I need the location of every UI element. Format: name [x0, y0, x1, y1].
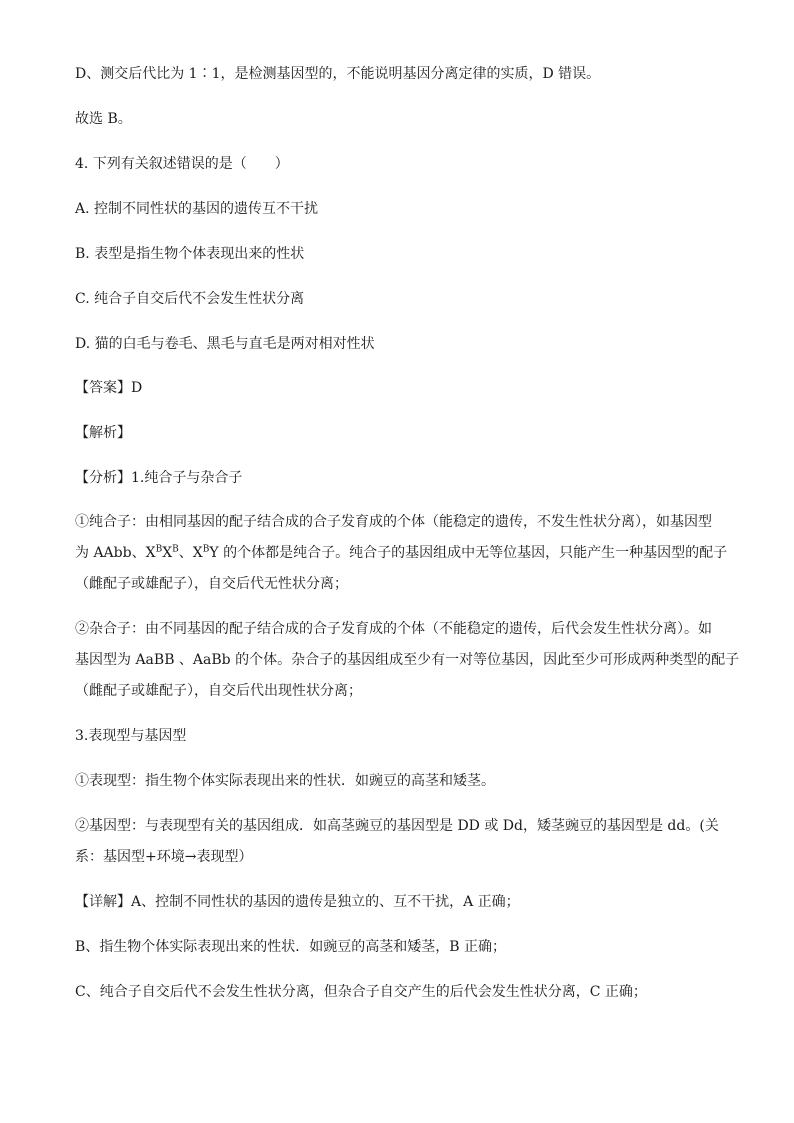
detail-label: 【详解】 [75, 894, 131, 910]
genotype-line-1: ②基因型：与表现型有关的基因组成．如高茎豌豆的基因型是 DD 或 Dd，矮茎豌豆的基因型是 dd。(关 [75, 818, 719, 834]
prev-answer-d: D、测交后代比为 1∶1，是检测基因型的，不能说明基因分离定律的实质，D 错误。 [75, 66, 601, 82]
superscript-b3: B [202, 544, 210, 555]
hetero-line-2: 基因型为 AaBB 、AaBb 的个体。杂合子的基因组成至少有一对等位基因，因此至少可形成两种类型的配子 [75, 652, 740, 668]
detail-line-c: C、纯合子自交后代不会发生性状分离，但杂合子自交产生的后代会发生性状分离，C 正确； [75, 984, 647, 1000]
pure-line-3: （雌配子或雄配子），自交后代无性状分离； [75, 576, 348, 592]
question-stem: 4. 下列有关叙述错误的是（ ） [75, 156, 289, 172]
fenxi-label: 【分析】 [75, 470, 131, 486]
superscript-b2: B [172, 544, 179, 555]
detail-a-text: A、控制不同性状的基因的遗传是独立的、互不干扰，A 正确； [131, 894, 520, 910]
fenxi-line [75, 468, 725, 488]
option-d: D. 猫的白毛与卷毛、黑毛与直毛是两对相对性状 [75, 336, 375, 352]
fenxi-title: 1.纯合子与杂合子 [131, 470, 243, 486]
answer-label: 【答案】 [75, 380, 131, 396]
phenotype-line: ①表现型：指生物个体实际表现出来的性状．如豌豆的高茎和矮茎。 [75, 773, 495, 789]
option-b: B. 表型是指生物个体表现出来的性状 [75, 246, 305, 262]
analysis-label: 【解析】 [75, 425, 131, 441]
detail-line-b: B、指生物个体实际表现出来的性状．如豌豆的高茎和矮茎，B 正确； [75, 939, 507, 955]
pure-text-c: 、X [178, 545, 203, 561]
superscript-b1: B [155, 544, 163, 555]
detail-line-a [75, 892, 725, 912]
pure-text-b: X [162, 545, 173, 561]
pure-text-d: Y 的个体都是纯合子。纯合子的基因组成中无等位基因，只能产生一种基因型的配子 [209, 545, 728, 561]
pure-line-2 [75, 543, 728, 563]
pure-text-a: 为 AAbb、X [75, 545, 156, 561]
genotype-line-2: 系：基因型+环境→表现型） [75, 849, 253, 865]
option-a: A. 控制不同性状的基因的遗传互不干扰 [75, 201, 319, 217]
section3-title: 3.表现型与基因型 [75, 728, 187, 744]
option-c: C. 纯合子自交后代不会发生性状分离 [75, 291, 305, 307]
hetero-line-3: （雌配子或雄配子），自交后代出现性状分离； [75, 683, 362, 699]
hetero-line-1: ②杂合子：由不同基因的配子结合成的合子发育成的个体（不能稳定的遗传，后代会发生性状分离）。如 [75, 621, 712, 637]
prev-choose: 故选 B。 [75, 111, 132, 127]
pure-line-1: ①纯合子：由相同基因的配子结合成的合子发育成的个体（能稳定的遗传，不发生性状分离），如基因型 [75, 514, 712, 530]
answer-value: D [131, 380, 143, 396]
answer-line [75, 378, 725, 398]
